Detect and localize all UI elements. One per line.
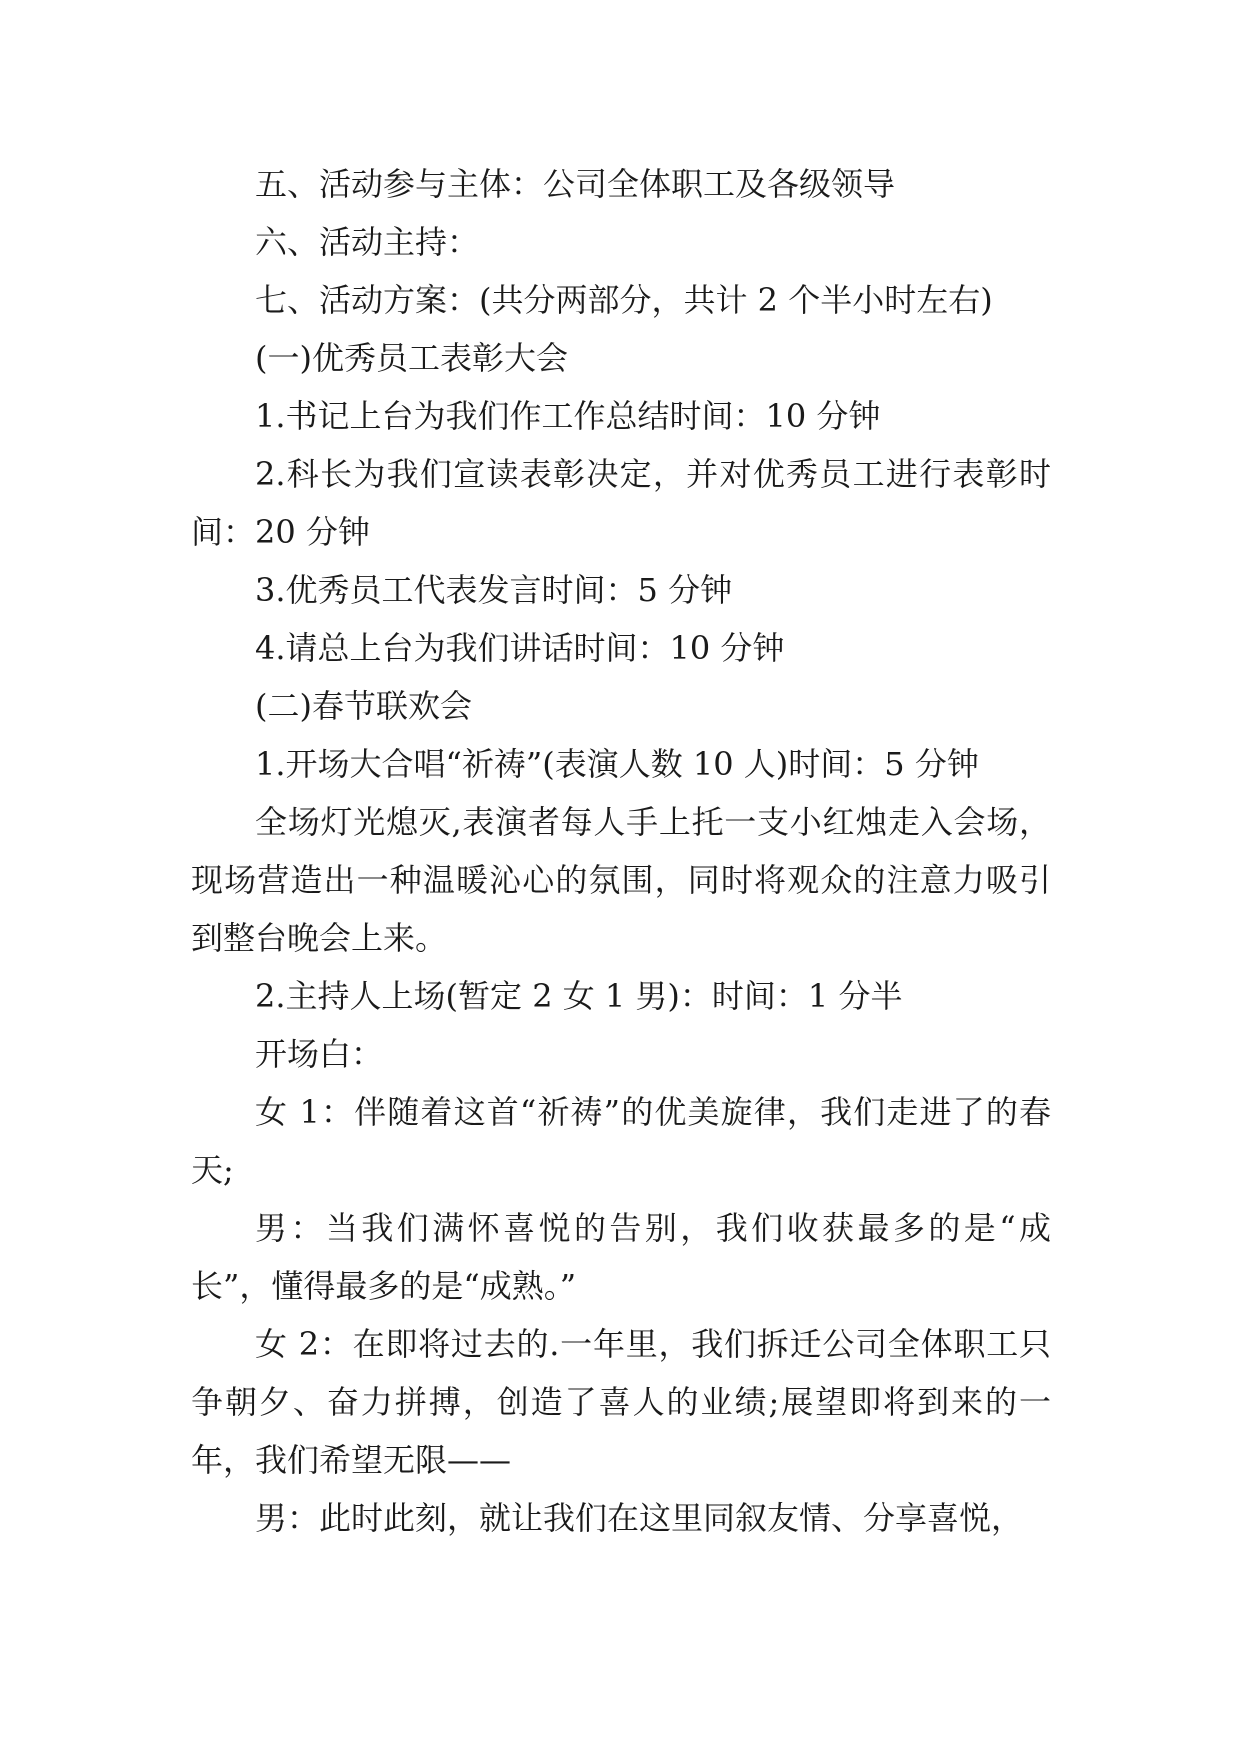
paragraph-male-host-2: 男：此时此刻，就让我们在这里同叙友情、分享喜悦，: [255, 1499, 1024, 1537]
paragraph-item-1-2: 2.科长为我们宣读表彰决定，并对优秀员工进行表彰时间：20 分钟: [191, 455, 1051, 551]
document-body: [191, 155, 1051, 1547]
paragraph-item-2-1: 1.开场大合唱“祈祷”(表演人数 10 人)时间：5 分钟: [255, 745, 979, 783]
paragraph-host: 六、活动主持：: [255, 223, 480, 261]
paragraph-opening-description: 全场灯光熄灭,表演者每人手上托一支小红烛走入会场，现场营造出一种温暖沁心的氛围，同时将观众的注意力吸引到整台晚会上来。: [191, 803, 1051, 957]
paragraph-section-one: (一)优秀员工表彰大会: [255, 339, 568, 377]
paragraph-item-1-1: 1.书记上台为我们作工作总结时间：10 分钟: [255, 397, 881, 435]
paragraph-male-host-1: 男：当我们满怀喜悦的告别，我们收获最多的是“成长”，懂得最多的是“成熟。”: [191, 1209, 1051, 1305]
paragraph-female-host-1: 女 1：伴随着这首“祈祷”的优美旋律，我们走进了的春天;: [191, 1093, 1051, 1189]
paragraph-item-1-3: 3.优秀员工代表发言时间：5 分钟: [255, 571, 733, 609]
paragraph-item-2-2: 2.主持人上场(暂定 2 女 1 男)：时间：1 分半: [255, 977, 903, 1015]
paragraph-opening-remarks-heading: 开场白：: [255, 1035, 384, 1073]
paragraph-item-1-4: 4.请总上台为我们讲话时间：10 分钟: [255, 629, 785, 667]
paragraph-female-host-2: 女 2：在即将过去的.一年里，我们拆迁公司全体职工只争朝夕、奋力拼搏，创造了喜人的业绩;展望即将到来的一年，我们希望无限——: [191, 1325, 1051, 1479]
paragraph-participants: 五、活动参与主体：公司全体职工及各级领导: [255, 165, 896, 203]
paragraph-section-two: (二)春节联欢会: [255, 687, 472, 725]
paragraph-plan: 七、活动方案：(共分两部分，共计 2 个半小时左右): [255, 281, 993, 319]
